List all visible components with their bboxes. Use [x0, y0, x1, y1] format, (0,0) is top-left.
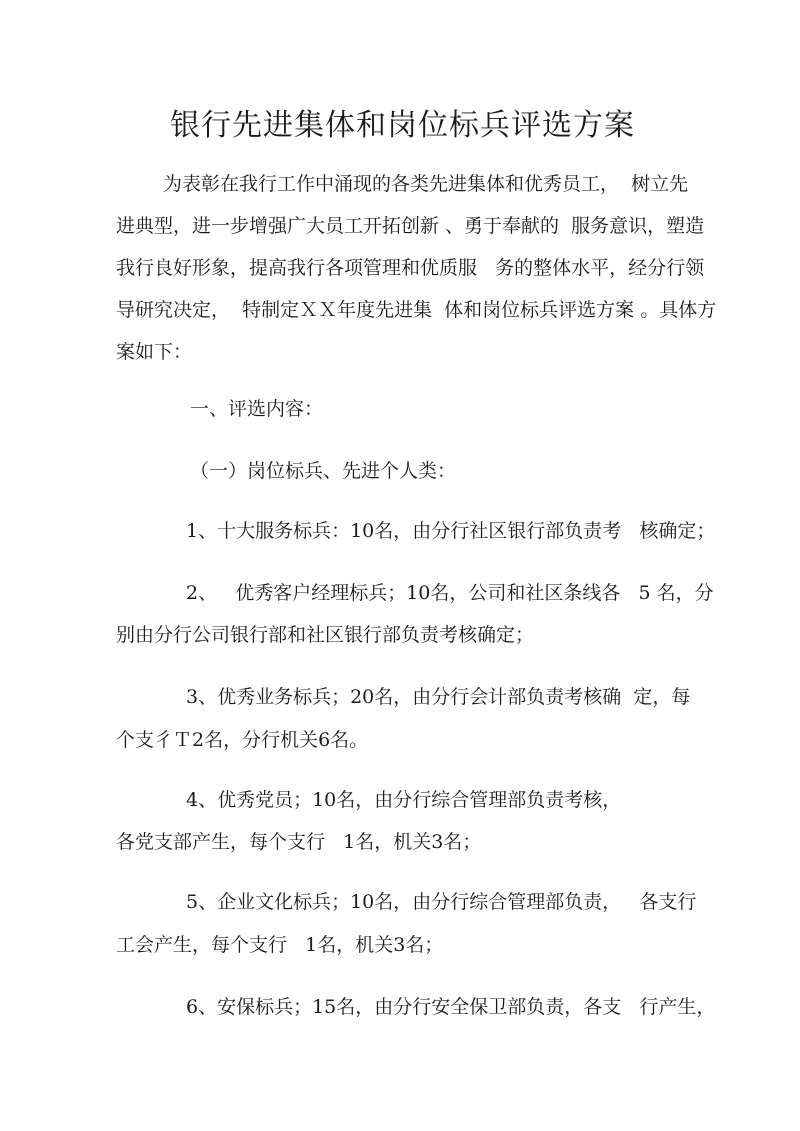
intro-line-4: 导研究决定， 特制定ＸＸ年度先进集 体和岗位标兵评选方案 。具体方	[116, 299, 717, 321]
list-item-3-line-2: 个支彳Ｔ2名，分行机关6名。	[116, 729, 369, 751]
intro-line-1: 为表彰在我行工作中涌现的各类先进集体和优秀员工， 树立先	[163, 173, 689, 195]
subsection-heading: （一）岗位标兵、先进个人类：	[190, 460, 457, 482]
intro-line-3: 我行良好形象，提高我行各项管理和优质服 务的整体水平，经分行领	[116, 257, 705, 279]
intro-line-5: 案如下：	[116, 341, 193, 363]
document-title: 银行先进集体和岗位标兵评选方案	[170, 108, 635, 143]
list-item-4-line-2: 各党支部产生，每个支行 1名，机关3名；	[116, 831, 482, 853]
list-item-5-line-1: 5、企业文化标兵；10名，由分行综合管理部负责， 各支行	[186, 891, 697, 913]
list-item-5-line-2: 工会产生，每个支行 1名，机关3名；	[116, 934, 444, 956]
list-item-2-line-2: 别由分行公司银行部和社区银行部负责考核确定；	[116, 624, 535, 646]
intro-line-2: 进典型，进一步增强广大员工开拓创新 、勇于奉献的 服务意识，塑造	[116, 215, 705, 237]
list-item-1-line-1: 1、十大服务标兵：10名，由分行社区银行部负责考 核确定；	[186, 520, 716, 542]
list-item-4-line-1: 4、优秀党员；10名，由分行综合管理部负责考核，	[186, 789, 622, 811]
section-heading: 一、评选内容：	[190, 398, 324, 420]
list-item-6-line-1: 6、安保标兵；15名，由分行安全保卫部负责，各支 行产生，	[186, 996, 716, 1018]
list-item-2-line-1: 2、 优秀客户经理标兵；10名，公司和社区条线各 5 名，分	[186, 582, 714, 604]
list-item-3-line-1: 3、优秀业务标兵；20名，由分行会计部负责考核确 定，每	[186, 686, 691, 708]
